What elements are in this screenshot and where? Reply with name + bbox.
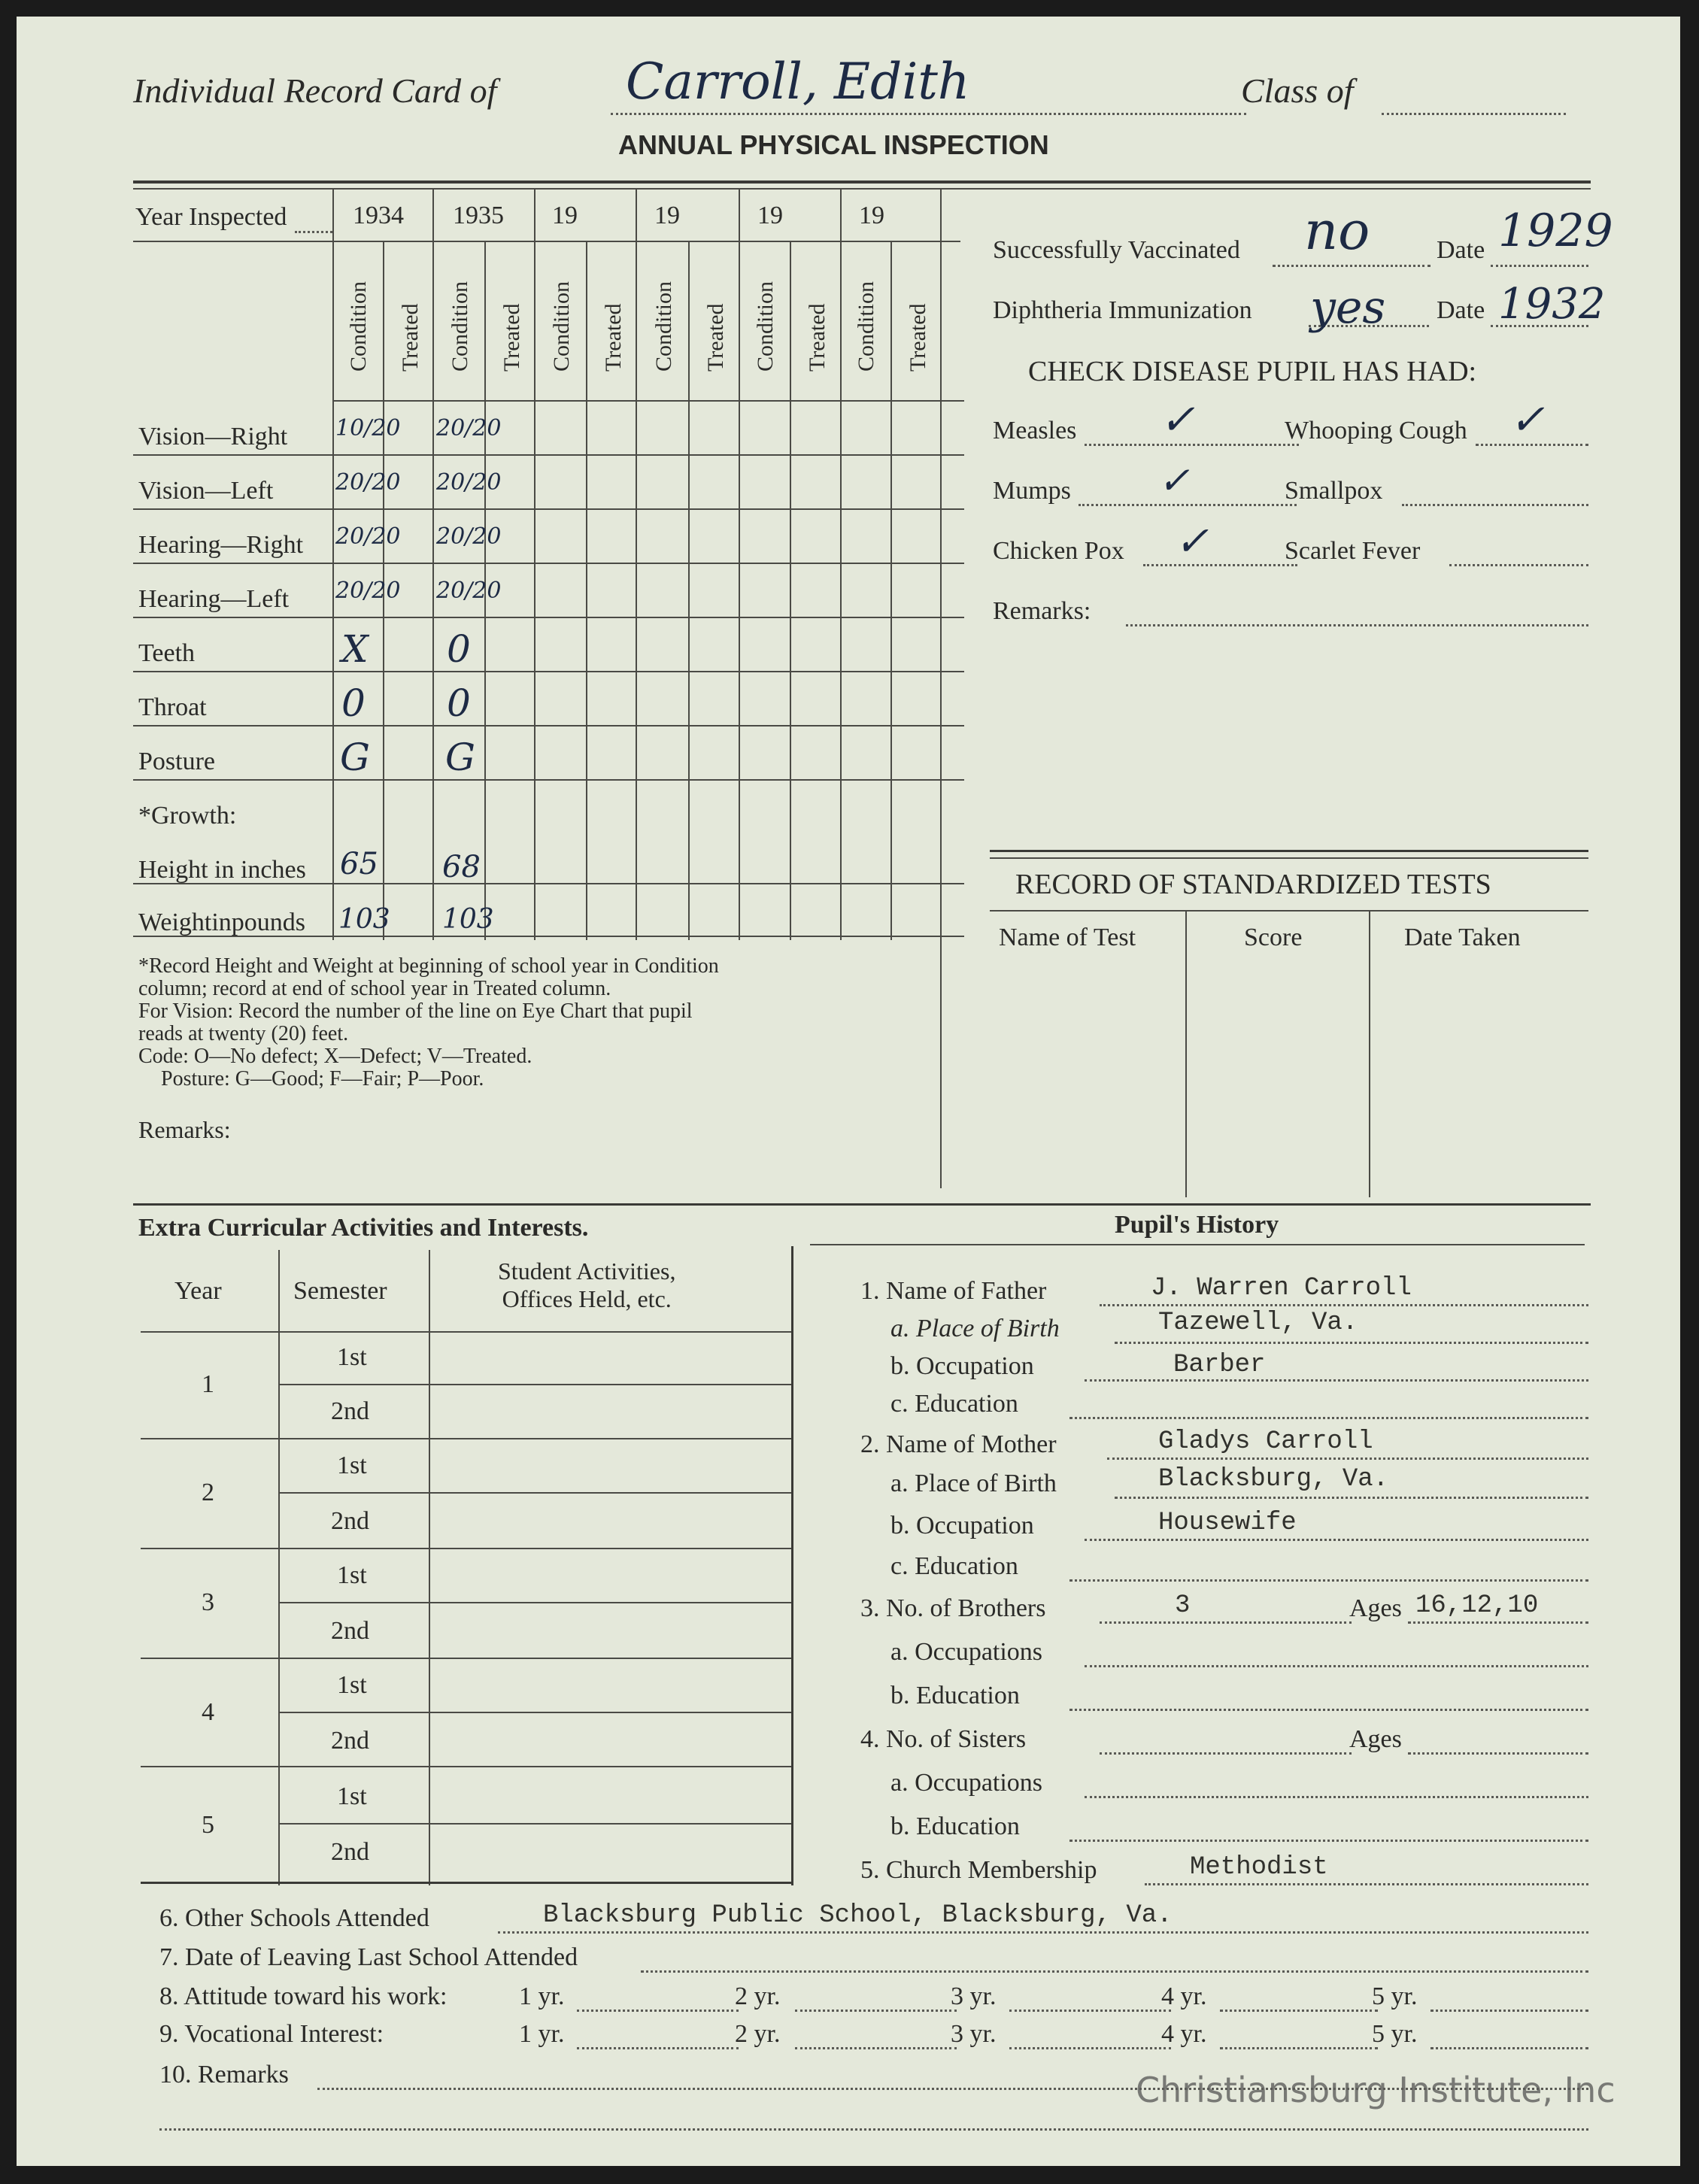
brothers-label: 3. No. of Brothers (860, 1594, 1046, 1622)
col-year: Year (174, 1277, 222, 1305)
year-5: 19 (757, 202, 783, 229)
chickenpox-label: Chicken Pox (993, 537, 1124, 565)
teeth-1: X (341, 627, 369, 671)
year-5-label: 5 (202, 1811, 214, 1839)
mother-birth-value: Blacksburg, Va. (1158, 1465, 1389, 1494)
mother-label: 2. Name of Mother (860, 1430, 1057, 1458)
whooping-check-icon: ✓ (1509, 396, 1545, 444)
vocational-yr2: 2 yr. (735, 2020, 781, 2048)
whooping-label: Whooping Cough (1285, 417, 1467, 444)
brothers-ages-value: 16,12,10 (1415, 1591, 1539, 1620)
row-label: Hearing—Right (138, 531, 304, 559)
attitude-yr2: 2 yr. (735, 1982, 781, 2010)
hearing-left-2: 20/20 (436, 578, 502, 604)
semester-1st: 1st (337, 1451, 367, 1479)
diphtheria-date-label: Date (1437, 296, 1485, 324)
semester-1st: 1st (337, 1561, 367, 1589)
row-label: Hearing—Left (138, 585, 290, 613)
year-4: 19 (654, 202, 680, 229)
chickenpox-check-icon: ✓ (1175, 517, 1209, 565)
diphtheria-value: yes (1310, 281, 1386, 334)
title-prefix: Individual Record Card of (133, 71, 497, 110)
col-score: Score (1244, 924, 1303, 951)
semester-2nd: 2nd (331, 1507, 369, 1535)
year-1-label: 1 (202, 1370, 214, 1398)
father-label: 1. Name of Father (860, 1277, 1047, 1305)
subtitle: ANNUAL PHYSICAL INSPECTION (618, 129, 1049, 160)
weight-1: 103 (338, 904, 390, 935)
posture-1: G (340, 736, 370, 779)
col-condition-1: Condition (346, 281, 371, 372)
schools-label: 6. Other Schools Attended (159, 1904, 429, 1932)
col-treated-2: Treated (499, 303, 524, 372)
class-label: Class of (1241, 71, 1354, 110)
year-inspected-label: Year Inspected (135, 203, 287, 231)
row-label: Vision—Left (138, 477, 274, 505)
row-label: Weightinpounds (138, 908, 306, 936)
vaccinated-label: Successfully Vaccinated (993, 236, 1240, 264)
year-4-label: 4 (202, 1698, 214, 1726)
father-birth-label: a. Place of Birth (890, 1315, 1060, 1342)
watermark: Christiansburg Institute, Inc (1136, 2070, 1616, 2110)
height-2: 68 (442, 850, 481, 884)
brothers-education-label: b. Education (890, 1682, 1020, 1709)
row-label: Posture (138, 748, 215, 775)
col-treated-6: Treated (906, 303, 930, 372)
mother-value: Gladys Carroll (1158, 1427, 1373, 1456)
col-treated-4: Treated (703, 303, 728, 372)
vision-right-1: 10/20 (335, 415, 401, 441)
vision-left-1: 20/20 (335, 469, 401, 496)
semester-1st: 1st (337, 1343, 367, 1371)
semester-2nd: 2nd (331, 1397, 369, 1425)
vocational-yr1: 1 yr. (519, 2020, 565, 2048)
vaccinated-date-label: Date (1437, 236, 1485, 264)
diphtheria-date: 1932 (1498, 280, 1606, 329)
vision-right-2: 20/20 (436, 415, 502, 441)
semester-1st: 1st (337, 1782, 367, 1810)
col-activities: Student Activities, Offices Held, etc. (498, 1257, 676, 1312)
col-condition-2: Condition (448, 281, 472, 372)
church-label: 5. Church Membership (860, 1856, 1097, 1884)
attitude-yr3: 3 yr. (951, 1982, 997, 2010)
vocational-label: 9. Vocational Interest: (159, 2020, 384, 2048)
activities-heading: Extra Curricular Activities and Interests. (138, 1214, 589, 1242)
year-6: 19 (859, 202, 884, 229)
sisters-occupations-label: a. Occupations (890, 1769, 1043, 1797)
attitude-yr4: 4 yr. (1161, 1982, 1207, 2010)
posture-2: G (445, 736, 475, 779)
father-occupation-value: Barber (1173, 1351, 1266, 1379)
mumps-label: Mumps (993, 477, 1071, 505)
student-name: Carroll, Edith (626, 53, 970, 111)
leaving-label: 7. Date of Leaving Last School Attended (159, 1943, 578, 1971)
inspection-remarks-label: Remarks: (138, 1116, 231, 1143)
disease-heading: CHECK DISEASE PUPIL HAS HAD: (1028, 356, 1477, 387)
smallpox-label: Smallpox (1285, 477, 1383, 505)
measles-check-icon: ✓ (1160, 396, 1195, 444)
vocational-yr4: 4 yr. (1161, 2020, 1207, 2048)
col-condition-6: Condition (854, 281, 878, 372)
year-2: 1935 (453, 202, 504, 229)
vision-left-2: 20/20 (436, 469, 502, 496)
semester-2nd: 2nd (331, 1617, 369, 1645)
year-1: 1934 (353, 202, 404, 229)
teeth-2: 0 (447, 627, 471, 671)
measles-label: Measles (993, 417, 1077, 444)
church-value: Methodist (1190, 1853, 1328, 1882)
vaccinated-date: 1929 (1498, 205, 1613, 257)
col-condition-4: Condition (651, 281, 676, 372)
row-label: Vision—Right (138, 423, 288, 450)
sisters-label: 4. No. of Sisters (860, 1725, 1027, 1753)
record-card (17, 17, 1680, 2166)
mother-birth-label: a. Place of Birth (890, 1470, 1057, 1497)
mumps-check-icon: ✓ (1158, 459, 1190, 502)
col-name-of-test: Name of Test (999, 924, 1136, 951)
sisters-ages-label: Ages (1349, 1725, 1402, 1753)
year-3-label: 3 (202, 1588, 214, 1616)
vaccination-remarks-label: Remarks: (993, 597, 1091, 625)
vocational-yr3: 3 yr. (951, 2020, 997, 2048)
semester-2nd: 2nd (331, 1838, 369, 1866)
col-treated-3: Treated (601, 303, 626, 372)
father-occupation-label: b. Occupation (890, 1352, 1034, 1380)
mother-occupation-label: b. Occupation (890, 1512, 1034, 1539)
history-heading: Pupil's History (1115, 1211, 1279, 1239)
attitude-yr5: 5 yr. (1372, 1982, 1418, 2010)
brothers-value: 3 (1175, 1591, 1191, 1620)
row-label: Height in inches (138, 856, 306, 884)
col-condition-3: Condition (549, 281, 574, 372)
scarlet-label: Scarlet Fever (1285, 537, 1421, 565)
col-condition-5: Condition (753, 281, 778, 372)
hearing-right-2: 20/20 (436, 523, 502, 550)
mother-education-label: c. Education (890, 1552, 1018, 1580)
row-label: *Growth: (138, 802, 237, 830)
row-label: Teeth (138, 639, 196, 667)
hearing-right-1: 20/20 (335, 523, 401, 550)
semester-2nd: 2nd (331, 1727, 369, 1755)
diphtheria-label: Diphtheria Immunization (993, 296, 1252, 324)
tests-heading: RECORD OF STANDARDIZED TESTS (1015, 869, 1491, 900)
mother-occupation-value: Housewife (1158, 1509, 1297, 1537)
year-3: 19 (552, 202, 578, 229)
father-value: J. Warren Carroll (1151, 1274, 1412, 1303)
attitude-yr1: 1 yr. (519, 1982, 565, 2010)
throat-2: 0 (447, 681, 471, 725)
weight-2: 103 (442, 904, 494, 935)
hearing-left-1: 20/20 (335, 578, 401, 604)
final-remarks-label: 10. Remarks (159, 2061, 289, 2088)
father-birth-value: Tazewell, Va. (1158, 1309, 1358, 1337)
father-education-label: c. Education (890, 1390, 1018, 1418)
brothers-ages-label: Ages (1349, 1594, 1402, 1622)
attitude-label: 8. Attitude toward his work: (159, 1982, 448, 2010)
semester-1st: 1st (337, 1671, 367, 1699)
col-date-taken: Date Taken (1404, 924, 1521, 951)
vaccinated-value: no (1304, 200, 1370, 262)
col-treated-1: Treated (398, 303, 423, 372)
notes: *Record Height and Weight at beginning of school year in Condition column; record at end of school year in Treated column. For Vision: Record the number of the line on Eye Chart that pupil reads at twenty (20) feet. Code: O—No defect; X—Defect; V—Treated. Posture: G—Good; F—Fair; P—Poor. (138, 954, 719, 1090)
col-treated-5: Treated (805, 303, 830, 372)
throat-1: 0 (341, 681, 366, 725)
row-label: Throat (138, 693, 207, 721)
vocational-yr5: 5 yr. (1372, 2020, 1418, 2048)
sisters-education-label: b. Education (890, 1812, 1020, 1840)
brothers-occupations-label: a. Occupations (890, 1638, 1043, 1666)
year-2-label: 2 (202, 1479, 214, 1506)
col-semester: Semester (293, 1277, 387, 1305)
height-1: 65 (340, 847, 378, 881)
schools-value: Blacksburg Public School, Blacksburg, Va. (543, 1901, 1173, 1930)
